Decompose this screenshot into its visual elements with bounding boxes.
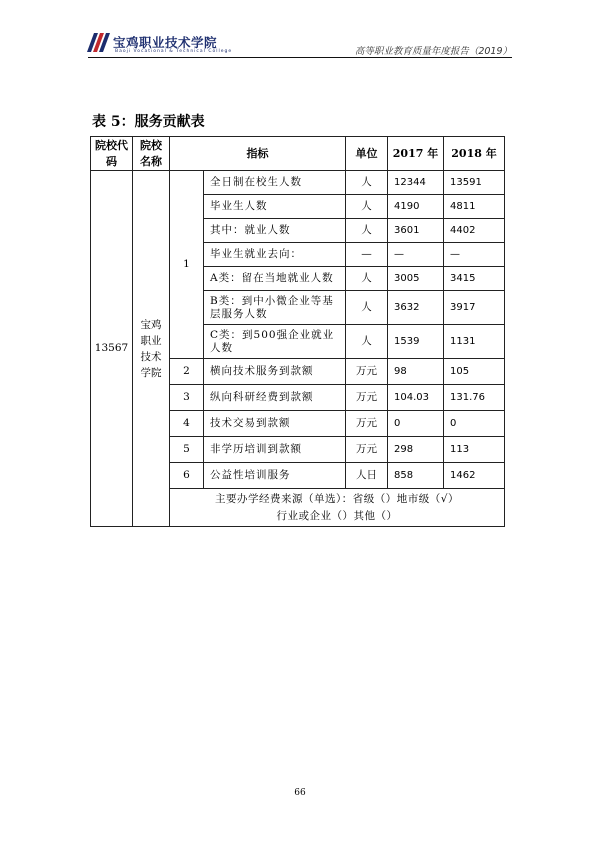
table-title: 表 5：服务贡献表 xyxy=(92,114,205,130)
unit-cell: 万元 xyxy=(346,411,388,437)
value-2018-cell: 0 xyxy=(444,411,505,437)
unit-cell: 人 xyxy=(346,267,388,291)
indicator-cell: 毕业生人数 xyxy=(204,195,346,219)
value-2017-cell: 3005 xyxy=(388,267,444,291)
unit-cell: 万元 xyxy=(346,359,388,385)
value-2018-cell: 4811 xyxy=(444,195,505,219)
value-2018-cell: 13591 xyxy=(444,171,505,195)
unit-cell: 人 xyxy=(346,291,388,325)
value-2017-cell: 98 xyxy=(388,359,444,385)
unit-cell: 人 xyxy=(346,171,388,195)
value-2017-cell: 4190 xyxy=(388,195,444,219)
unit-cell: — xyxy=(346,243,388,267)
value-2017-cell: 298 xyxy=(388,437,444,463)
service-contribution-table xyxy=(90,136,505,527)
school-name-cell: 宝鸡职业技术学院 xyxy=(133,171,170,527)
header-2018: 2018 年 xyxy=(444,137,505,171)
indicator-cell: 其中：就业人数 xyxy=(204,219,346,243)
unit-cell: 人 xyxy=(346,195,388,219)
logo-text-en: Baoji Vocational & Technical College xyxy=(115,49,233,54)
value-2017-cell: 104.03 xyxy=(388,385,444,411)
value-2018-cell: 3917 xyxy=(444,291,505,325)
value-2017-cell: — xyxy=(388,243,444,267)
report-title: 高等职业教育质量年度报告（2019） xyxy=(354,46,512,57)
value-2018-cell: 1131 xyxy=(444,325,505,359)
indicator-cell: 全日制在校生人数 xyxy=(204,171,346,195)
page-header xyxy=(0,0,600,62)
value-2018-cell: 105 xyxy=(444,359,505,385)
indicator-cell: 非学历培训到款额 xyxy=(204,437,346,463)
value-2018-cell: 3415 xyxy=(444,267,505,291)
indicator-cell: B类：到中小微企业等基层服务人数 xyxy=(204,291,346,325)
value-2017-cell: 3632 xyxy=(388,291,444,325)
value-2018-cell: 4402 xyxy=(444,219,505,243)
indicator-cell: 纵向科研经费到款额 xyxy=(204,385,346,411)
unit-cell: 人 xyxy=(346,219,388,243)
value-2018-cell: 131.76 xyxy=(444,385,505,411)
header-school-name: 院校名称 xyxy=(133,137,170,171)
unit-cell: 万元 xyxy=(346,437,388,463)
school-code-cell: 13567 xyxy=(91,171,133,527)
header-divider xyxy=(88,57,512,58)
value-2017-cell: 1539 xyxy=(388,325,444,359)
table-header-row xyxy=(91,137,505,171)
header-school-code: 院校代码 xyxy=(91,137,133,171)
value-2018-cell: 1462 xyxy=(444,463,505,489)
value-2017-cell: 3601 xyxy=(388,219,444,243)
indicator-cell: 毕业生就业去向： xyxy=(204,243,346,267)
row-number-cell: 2 xyxy=(170,359,204,385)
group-number-1: 1 xyxy=(170,171,204,359)
row-number-cell: 3 xyxy=(170,385,204,411)
value-2018-cell: 113 xyxy=(444,437,505,463)
indicator-cell: A类：留在当地就业人数 xyxy=(204,267,346,291)
funding-source-line2: 行业或企业（）其他（） xyxy=(276,509,398,522)
logo-text-cn: 宝鸡职业技术学院 xyxy=(113,35,218,50)
value-2017-cell: 858 xyxy=(388,463,444,489)
indicator-cell: 公益性培训服务 xyxy=(204,463,346,489)
row-number-cell: 4 xyxy=(170,411,204,437)
header-indicator: 指标 xyxy=(170,137,346,171)
header-unit: 单位 xyxy=(346,137,388,171)
college-logo xyxy=(85,30,235,58)
funding-source-cell xyxy=(170,489,505,527)
college-logo-icon xyxy=(85,30,111,56)
header-2017: 2017 年 xyxy=(388,137,444,171)
value-2017-cell: 12344 xyxy=(388,171,444,195)
unit-cell: 人日 xyxy=(346,463,388,489)
row-number-cell: 5 xyxy=(170,437,204,463)
indicator-cell: C类：到500强企业就业人数 xyxy=(204,325,346,359)
table-row xyxy=(91,171,505,195)
unit-cell: 人 xyxy=(346,325,388,359)
page-number: 66 xyxy=(294,788,306,798)
funding-source-line1: 主要办学经费来源（单选）：省级（）地市级（√） xyxy=(215,492,459,505)
indicator-cell: 技术交易到款额 xyxy=(204,411,346,437)
indicator-cell: 横向技术服务到款额 xyxy=(204,359,346,385)
value-2018-cell: — xyxy=(444,243,505,267)
unit-cell: 万元 xyxy=(346,385,388,411)
value-2017-cell: 0 xyxy=(388,411,444,437)
row-number-cell: 6 xyxy=(170,463,204,489)
